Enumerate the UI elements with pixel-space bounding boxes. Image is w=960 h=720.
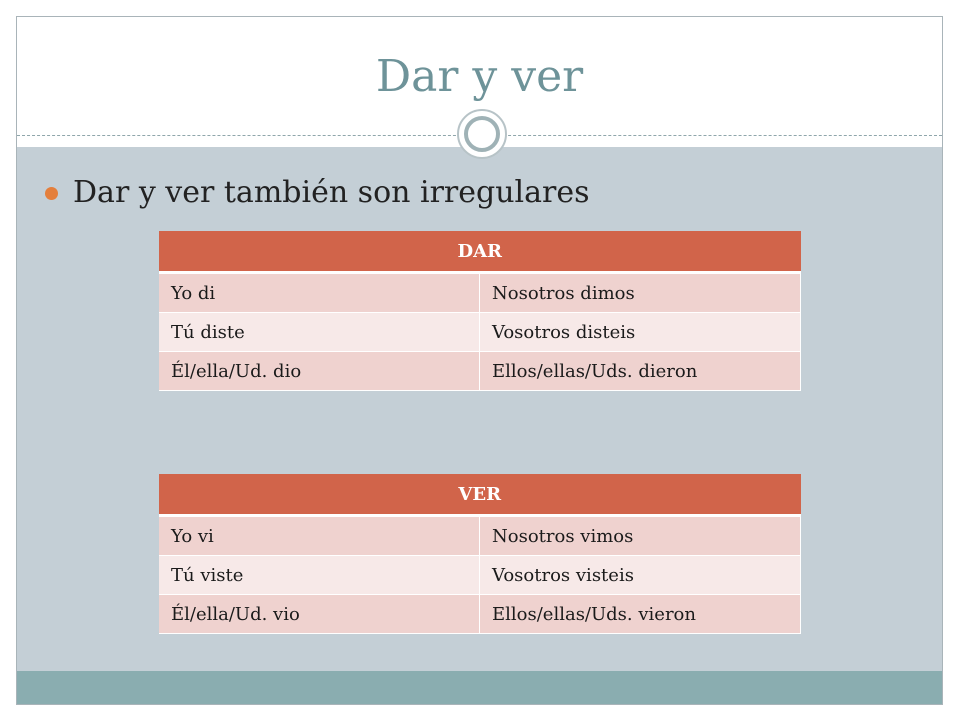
- content-area: [17, 147, 942, 671]
- table-row: [159, 556, 801, 595]
- ver-conjugation-table: [159, 474, 801, 634]
- circle-ornament-icon: [457, 109, 507, 159]
- bullet-text: Dar y ver también son irregulares: [73, 175, 590, 210]
- table-row: [159, 516, 801, 556]
- dar-conjugation-table: [159, 231, 801, 391]
- table-cell: Vosotros visteis: [480, 556, 801, 595]
- table-row: [159, 313, 801, 352]
- slide: [16, 16, 943, 705]
- circle-ornament-inner: [464, 116, 500, 152]
- table-row: [159, 273, 801, 313]
- bullet-item: [45, 175, 590, 211]
- table-cell: Yo vi: [159, 516, 480, 556]
- slide-title: Dar y ver: [375, 51, 584, 102]
- table-cell: Tú viste: [159, 556, 480, 595]
- table-cell: Él/ella/Ud. dio: [159, 352, 480, 391]
- table-cell: Vosotros disteis: [480, 313, 801, 352]
- footer-band: [17, 671, 942, 705]
- table-row: [159, 595, 801, 634]
- table-cell: Tú diste: [159, 313, 480, 352]
- table-cell: Ellos/ellas/Uds. vieron: [480, 595, 801, 634]
- table-cell: Nosotros vimos: [480, 516, 801, 556]
- table-cell: Ellos/ellas/Uds. dieron: [480, 352, 801, 391]
- dar-table-header: DAR: [159, 231, 801, 273]
- table-cell: Nosotros dimos: [480, 273, 801, 313]
- bullet-dot-icon: [45, 187, 58, 200]
- table-cell: Él/ella/Ud. vio: [159, 595, 480, 634]
- table-row: [159, 352, 801, 391]
- ver-table-header: VER: [159, 474, 801, 516]
- table-cell: Yo di: [159, 273, 480, 313]
